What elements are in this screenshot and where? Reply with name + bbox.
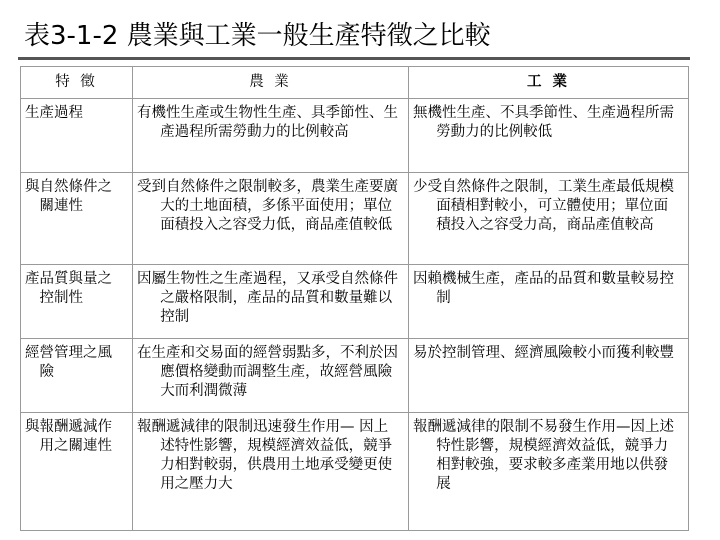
table-row — [21, 413, 689, 531]
industry-cell — [409, 265, 689, 339]
table-header-row — [21, 67, 689, 99]
agriculture-text: 有機性生產或生物性生產、具季節性、生產過程所需勞動力的比例較高 — [137, 105, 398, 140]
row-feature-cell — [21, 339, 133, 413]
feature-label: 產品質與量之控制性 — [25, 271, 112, 306]
row-feature-cell — [21, 173, 133, 265]
row-feature-cell — [21, 265, 133, 339]
feature-label: 經營管理之風險 — [25, 345, 112, 380]
header-feature: 特 徵 — [21, 67, 133, 99]
industry-cell — [409, 413, 689, 531]
agriculture-text: 在生產和交易面的經營弱點多，不利於因應價格變動而調整生產，故經營風險大而利潤微薄 — [137, 345, 398, 399]
agriculture-cell — [133, 99, 409, 173]
agriculture-cell — [133, 265, 409, 339]
industry-cell — [409, 99, 689, 173]
table-row — [21, 265, 689, 339]
table-row — [21, 173, 689, 265]
title-divider — [18, 57, 690, 60]
industry-text: 報酬遞減律的限制不易發生作用—因上述特性影響，規模經濟效益低，競爭力相對較強，要求較多產業用地以供發展 — [413, 419, 674, 492]
page-title: 表3-1-2 農業與工業一般生產特徵之比較 — [24, 21, 491, 51]
feature-label: 與自然條件之關連性 — [25, 179, 112, 214]
agriculture-cell — [133, 413, 409, 531]
agriculture-text: 因屬生物性之生產過程，又承受自然條件之嚴格限制，產品的品質和數量難以控制 — [137, 271, 398, 325]
row-feature-cell — [21, 413, 133, 531]
industry-text: 少受自然條件之限制，工業生產最低規模面積相對較小，可立體使用；單位面積投入之容受力高，商品產值較高 — [413, 179, 674, 233]
industry-text: 易於控制管理、經濟風險較小而獲利較豐 — [413, 345, 674, 361]
industry-text: 因賴機械生產，產品的品質和數量較易控制 — [413, 271, 674, 306]
feature-label: 與報酬遞減作用之關連性 — [25, 419, 112, 454]
industry-cell — [409, 339, 689, 413]
agriculture-text: 受到自然條件之限制較多，農業生產要廣大的土地面積，多係平面使用；單位面積投入之容受力低，商品產值較低 — [137, 179, 398, 233]
industry-text: 無機性生產、不具季節性、生產過程所需勞動力的比例較低 — [413, 105, 674, 140]
agriculture-cell — [133, 173, 409, 265]
row-feature-cell — [21, 99, 133, 173]
table-row — [21, 99, 689, 173]
table-row — [21, 339, 689, 413]
header-industry: 工 業 — [409, 67, 689, 99]
agriculture-cell — [133, 339, 409, 413]
comparison-table — [20, 66, 689, 531]
feature-label: 生產過程 — [25, 105, 83, 121]
header-agriculture: 農 業 — [133, 67, 409, 99]
agriculture-text: 報酬遞減律的限制迅速發生作用— 因上述特性影響，規模經濟效益低，競爭力相對較弱，供農用土地承受變更使用之壓力大 — [137, 419, 393, 492]
industry-cell — [409, 173, 689, 265]
